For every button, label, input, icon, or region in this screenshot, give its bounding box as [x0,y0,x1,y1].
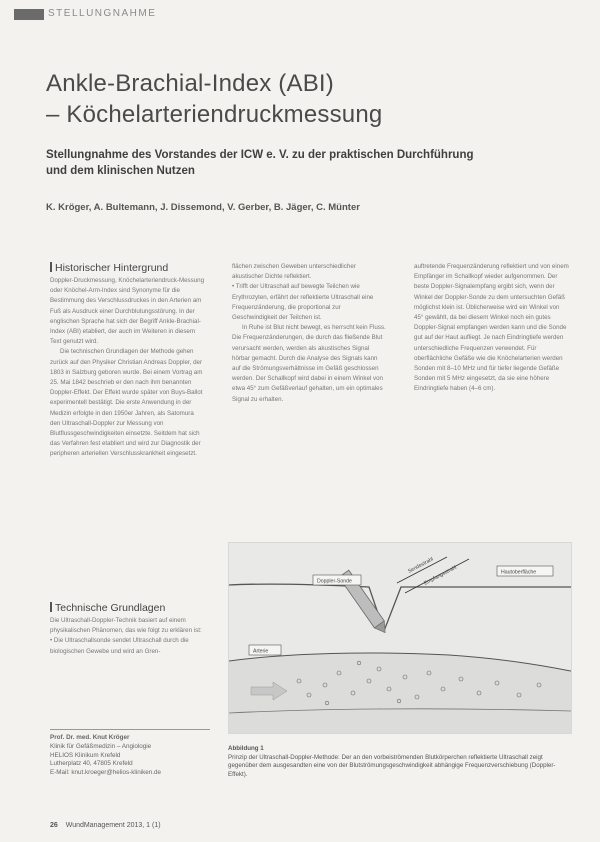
doppler-figure [228,542,572,734]
rubric-bar [14,9,44,20]
column-1 [50,262,205,460]
doppler-diagram [229,543,571,733]
author-line: HELIOS Klinikum Krefeld [50,751,121,759]
author-line: Klinik für Gefäßmedizin – Angiologie [50,742,152,750]
label-skin: Hautoberfläche [501,569,537,576]
section-heading: Historischer Hintergrund [50,262,205,275]
paragraph: Die technischen Grundlagen der Methode gehen zurück auf den Physiker Christian Andreas Doppler, der 1803 in Salzburg geboren wurde. Bei einem Vortrag am 25. Mai 1842 beschrieb er den nach ihm benannten Doppler-Effekt. Der Effekt wurde später von Buys-Ballot experimentell bestätigt. Die erste Anwendung in der Medizin erfolgte in den 1950er Jahren, als Satomura den Ultraschall-Doppler zur Messung von Blutflussgeschwindigkeiten einsetzte. Seitdem hat sich das Verfahren fest etabliert und wird zur Diagnostik der peripheren arteriellen Verschlusskrankheit eingesetzt. [50,348,203,458]
column-1-technical [50,602,205,657]
heading-bar [50,602,52,612]
author-rule [50,729,210,730]
label-artery: Arterie [253,648,269,655]
caption-title: Abbildung 1 [228,745,264,752]
article-title: Ankle-Brachial-Index (ABI) – Köchelarteriendruckmessung [46,70,383,128]
author-name: Prof. Dr. med. Knut Kröger [50,734,130,741]
label-send: Sendestrahl [407,556,435,575]
label-receive: Empfangsstrahl [423,564,458,587]
caption-text: Prinzip der Ultraschall-Doppler-Methode: Der an den vorbeiströmenden Blutkörperchen reflektierte Ultraschall zeigt gegenüber dem ausgesandten eine von der Blutströmungsgeschwindigkeit abhängige Frequenzverschiebung (Doppler-Effekt). [228,753,556,778]
page-footer [50,822,161,829]
author-line: E-Mail: knut.kroeger@helios-kliniken.de [50,769,162,777]
author-line: Lutherplatz 40, 47805 Krefeld [50,760,133,768]
bullet-item: • Trifft der Ultraschall auf bewegte Teilchen wie Erythrozyten, erfährt der reflektierte Ultraschall eine Frequenzänderung, die proportional zur Geschwindigkeit der Teilchen ist. [232,283,374,322]
column-2 [232,262,387,405]
article-subtitle: Stellungnahme des Vorstandes der ICW e. V. zu der praktischen Durchführung und dem klinischen Nutzen [46,149,474,177]
skin-line [229,584,571,631]
bullet-item: • Die Ultraschallsonde sendet Ultraschall durch die biologischen Gewebe und wird an Gren- [50,637,189,655]
paragraph: In Ruhe ist Blut nicht bewegt, es herrscht kein Fluss. Die Frequenzänderungen, die durch das fließende Blut verursacht werden, werden als akustisches Signal hörbar gemacht. Durch die Analyse des Signals kann auf die Strömungsverhältnisse im Gefäß geschlossen werden. Der Schallkopf wird dabei in einem Winkel von etwa 45° zum Gefäßverlauf gehalten, um ein optimales Signal zu erhalten. [232,324,386,403]
paragraph: Die Ultraschall-Doppler-Technik basiert auf einem physikalischen Phänomen, das wie folgt zu erklären ist: [50,617,202,635]
journal-name: WundManagement 2013, 1 (1) [65,822,161,829]
paragraph: Doppler-Druckmessung, Knöchelarteriendruck-Messung oder Knöchel-Arm-Index sind Synonyme für die Bestimmung des Verschlussdruckes in den Arterien am Fuß als Ausdruck einer Durchblutungsstörung. In der englischen Sprache hat sich der Begriff Ankle-Brachial-Index (ABI) etabliert, der auch im Weiteren in diesem Text genutzt wird. [50,277,205,346]
label-probe: Doppler-Sonde [317,578,352,585]
page-number: 26 [50,822,58,829]
author-contact [50,734,215,778]
heading-bar [50,262,52,272]
section-rubric: STELLUNGNAHME [48,8,157,19]
column-3 [414,262,569,395]
article-authors: K. Kröger, A. Bultemann, J. Dissemond, V. Gerber, B. Jäger, C. Münter [46,202,360,213]
paragraph: flächen zwischen Geweben unterschiedlicher akustischer Dichte reflektiert. [232,263,356,281]
figure-caption [228,745,570,779]
section-heading: Technische Grundlagen [50,602,205,615]
paragraph: auftretende Frequenzänderung reflektiert und von einem Empfänger im Schallkopf wieder aufgenommen. Der beste Doppler-Signalempfang ergibt sich, wenn der Winkel der Doppler-Sonde zu dem untersuchten Gefäß möglichst klein ist. Üblicherweise wird ein Winkel von 45° gewählt, da bei diesem Winkel noch ein gutes Doppler-Signal empfangen werden kann und die Sonde gut auf der Haut aufliegt. Je nach Eindringtiefe werden unterschiedliche Frequenzen verwendet. Für oberflächliche Gefäße wie die Knöchelarterien werden Sonden mit 8–10 MHz und für tiefer liegende Gefäße Sonden mit 5 MHz eingesetzt, da sie eine höhere Eindringtiefe haben (4–6 cm). [414,263,569,393]
